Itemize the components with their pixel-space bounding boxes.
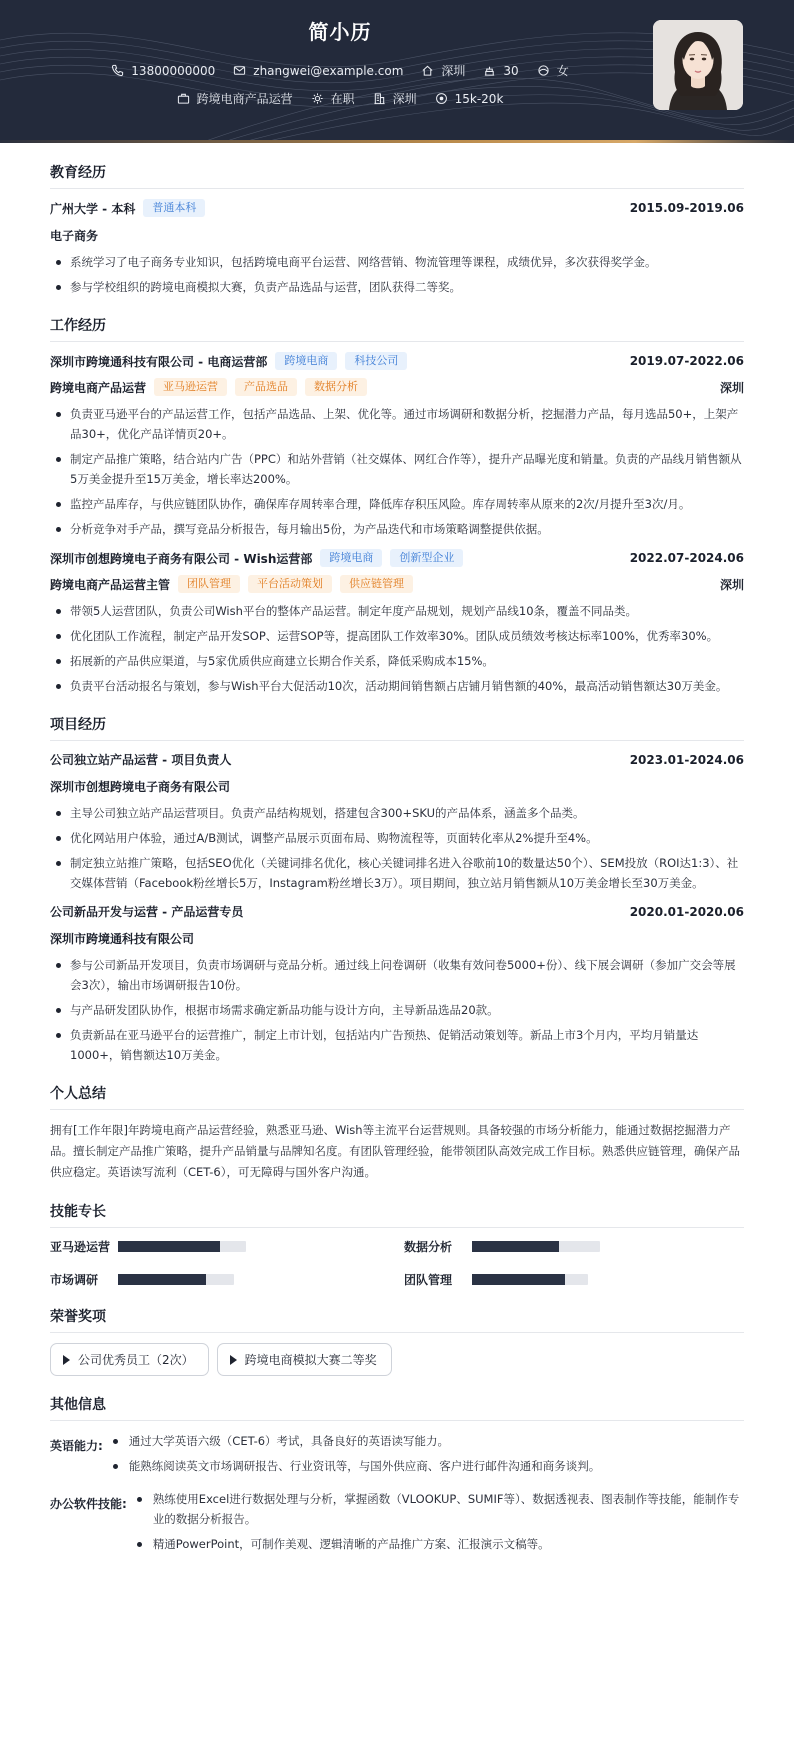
school-name: 广州大学 - 本科 [50, 201, 136, 216]
education-bullets [50, 252, 744, 297]
education-headline [50, 199, 744, 217]
intent-salary [435, 90, 504, 107]
status-text: 在职 [330, 92, 355, 106]
project-headline [50, 751, 744, 768]
list-item: 负责亚马逊平台的产品运营工作，包括产品选品、上架、优化等。通过市场调研和数据分析，挖掘潜力产品，每月选品50+，上架产品30+，优化产品详情页20+。 [50, 404, 744, 444]
intent-status [311, 90, 355, 107]
phone-text: 13800000000 [131, 63, 216, 78]
profile-photo [653, 20, 743, 110]
skill-bar-fill [118, 1274, 206, 1285]
candidate-name: 简小历 [308, 20, 372, 44]
awards-title: 荣誉奖项 [50, 1306, 744, 1333]
list-item: 系统学习了电子商务专业知识，包括跨境电商平台运营、网络营销、物流管理等课程，成绩优异，多次获得奖学金。 [50, 252, 744, 272]
skill-name: 数据分析 [404, 1240, 453, 1254]
work-date: 2019.07-2022.06 [629, 354, 744, 368]
work-date: 2022.07-2024.06 [629, 551, 744, 565]
work-section [50, 315, 744, 696]
education-tag: 普通本科 [143, 199, 205, 217]
company-name: 深圳市跨境通科技有限公司 - 电商运营部 [50, 354, 268, 369]
intent-position [177, 90, 293, 107]
role-tag: 平台活动策划 [248, 575, 332, 593]
contact-row [0, 62, 680, 79]
skill-bar [472, 1274, 588, 1285]
project-date: 2023.01-2024.06 [629, 752, 744, 767]
resume-body [0, 143, 794, 1559]
work-bullets [50, 404, 744, 539]
job-intent-row [0, 90, 680, 107]
major-name: 电子商务 [50, 229, 99, 243]
intent-city [373, 90, 417, 107]
work-role-line [50, 575, 744, 593]
skill-bar-fill [472, 1274, 565, 1285]
projects-section [50, 714, 744, 1065]
skills-grid [50, 1238, 744, 1288]
mail-icon [233, 64, 246, 77]
work-entry-1 [50, 352, 744, 539]
role-tag: 产品选品 [235, 378, 297, 396]
project-date: 2020.01-2020.06 [629, 904, 744, 919]
location-text: 深圳 [441, 64, 466, 78]
list-item: 通过大学英语六级（CET-6）考试，具备良好的英语读写能力。 [103, 1431, 744, 1451]
role-tag: 团队管理 [178, 575, 240, 593]
award-label: 公司优秀员工（2次） [78, 1353, 194, 1367]
age-text: 30 [503, 63, 519, 78]
skill-name: 亚马逊运营 [50, 1240, 111, 1254]
education-title: 教育经历 [50, 162, 744, 189]
skills-title: 技能专长 [50, 1201, 744, 1228]
list-item: 监控产品库存，与供应链团队协作，确保库存周转率合理，降低库存积压风险。库存周转率从原来的2次/月提升至3次/月。 [50, 494, 744, 514]
resume-header [0, 0, 794, 143]
play-triangle-icon [63, 1355, 70, 1365]
list-item: 与产品研发团队协作，根据市场需求确定新品功能与设计方向，主导新品选品20款。 [50, 1000, 744, 1020]
skills-section [50, 1201, 744, 1288]
contact-email [233, 62, 403, 79]
project-org: 深圳市跨境通科技有限公司 [50, 932, 195, 946]
skill-item [50, 1238, 390, 1255]
contact-location [421, 62, 465, 79]
skill-item [50, 1271, 390, 1288]
summary-section [50, 1083, 744, 1183]
skill-bar-fill [472, 1241, 559, 1252]
role-tag: 亚马逊运营 [154, 378, 227, 396]
list-item: 能熟练阅读英文市场调研报告、行业资讯等，与国外供应商、客户进行邮件沟通和商务谈判。 [103, 1456, 744, 1476]
skill-item [404, 1271, 744, 1288]
work-entry-left [50, 352, 407, 370]
phone-icon [111, 64, 124, 77]
other-label: 英语能力: [50, 1439, 103, 1453]
education-left [50, 199, 205, 217]
work-entry-headline [50, 549, 744, 567]
list-item: 分析竞争对手产品，撰写竞品分析报告，每月输出5份，为产品迭代和市场策略调整提供依据。 [50, 519, 744, 539]
award-label: 跨境电商模拟大赛二等奖 [244, 1353, 377, 1367]
project-headline [50, 903, 744, 920]
awards-list [50, 1343, 744, 1376]
list-item: 制定产品推广策略，结合站内广告（PPC）和站外营销（社交媒体、网红合作等），提升产品曝光度和销量。负责的产品线月销售额从5万美金提升至15万美金，增长率达200%。 [50, 449, 744, 489]
work-entry-2 [50, 549, 744, 696]
project-entry-2 [50, 903, 744, 1065]
list-item: 负责新品在亚马逊平台的运营推广，制定上市计划，包括站内广告预热、促销活动策划等。新品上市3个月内，平均月销量达1000+，销售额达10万美金。 [50, 1025, 744, 1065]
list-item: 熟练使用Excel进行数据处理与分析，掌握函数（VLOOKUP、SUMIF等）、数据透视表、图表制作等技能，能制作专业的数据分析报告。 [127, 1489, 744, 1529]
work-city: 深圳 [719, 577, 744, 592]
work-entry-left [50, 549, 463, 567]
gender-icon [537, 64, 550, 77]
header-accent-line [0, 140, 794, 143]
role-name: 跨境电商产品运营主管 [50, 577, 171, 592]
company-tag: 跨境电商 [275, 352, 337, 370]
work-entry-headline [50, 352, 744, 370]
education-date: 2015.09-2019.06 [629, 201, 744, 215]
skill-bar [472, 1241, 600, 1252]
work-role-left [50, 378, 367, 396]
contact-age [483, 62, 518, 79]
avatar-portrait [653, 20, 743, 110]
contact-phone [111, 62, 215, 79]
work-city: 深圳 [719, 380, 744, 395]
email-text: zhangwei@example.com [253, 63, 404, 78]
work-role-line [50, 378, 744, 396]
project-bullets [50, 803, 744, 893]
gender-text: 女 [556, 64, 569, 78]
skill-item [404, 1238, 744, 1255]
role-name: 跨境电商产品运营 [50, 380, 147, 395]
role-tag: 供应链管理 [340, 575, 413, 593]
education-section [50, 162, 744, 297]
awards-section [50, 1306, 744, 1376]
other-office [50, 1489, 744, 1559]
work-bullets [50, 601, 744, 696]
project-org: 深圳市创想跨境电子商务有限公司 [50, 780, 231, 794]
project-name: 公司新品开发与运营 - 产品运营专员 [50, 905, 244, 919]
work-title: 工作经历 [50, 315, 744, 342]
job-icon [177, 92, 190, 105]
skill-bar-fill [118, 1241, 220, 1252]
other-bullets [103, 1431, 744, 1481]
skill-name: 市场调研 [50, 1273, 99, 1287]
list-item: 优化网站用户体验，通过A/B测试，调整产品展示页面布局、购物流程等，页面转化率从2%提升至4%。 [50, 828, 744, 848]
list-item: 参与公司新品开发项目，负责市场调研与竞品分析。通过线上问卷调研（收集有效问卷5000+份）、线下展会调研（参加广交会等展会3次），输出市场调研报告10份。 [50, 955, 744, 995]
skill-bar [118, 1274, 234, 1285]
role-tag: 数据分析 [305, 378, 367, 396]
projects-title: 项目经历 [50, 714, 744, 741]
city-icon [373, 92, 386, 105]
home-icon [421, 64, 434, 77]
other-english [50, 1431, 744, 1481]
list-item: 负责平台活动报名与策划，参与Wish平台大促活动10次，活动期间销售额占店铺月销售额的40%，最高活动销售额达30万美金。 [50, 676, 744, 696]
age-icon [483, 64, 496, 77]
summary-text: 拥有[工作年限]年跨境电商产品运营经验，熟悉亚马逊、Wish等主流平台运营规则。具备较强的市场分析能力，能通过数据挖掘潜力产品。擅长制定产品推广策略，提升产品销量与品牌知名度。有团队管理经验，能带领团队高效完成工作目标。熟悉供应链管理，确保产品供应稳定。英语读写流利（CET-6），可无障碍与国外客户沟通。 [50, 1123, 740, 1179]
list-item: 拓展新的产品供应渠道，与5家优质供应商建立长期合作关系，降低采购成本15%。 [50, 651, 744, 671]
skill-name: 团队管理 [404, 1273, 453, 1287]
list-item: 带领5人运营团队，负责公司Wish平台的整体产品运营。制定年度产品规划，规划产品线10条，覆盖不同品类。 [50, 601, 744, 621]
other-section [50, 1394, 744, 1559]
skill-bar [118, 1241, 246, 1252]
list-item: 主导公司独立站产品运营项目。负责产品结构规划，搭建包含300+SKU的产品体系，涵盖多个品类。 [50, 803, 744, 823]
list-item: 参与学校组织的跨境电商模拟大赛，负责产品选品与运营，团队获得二等奖。 [50, 277, 744, 297]
list-item: 制定独立站推广策略，包括SEO优化（关键词排名优化，核心关键词排名进入谷歌前10的数量达50个）、SEM投放（ROI达1:3）、社交媒体营销（Facebook粉丝增长5万，Instagram粉丝增长3万）。项目期间，独立站月销售额从10万美金增长至30万美金。 [50, 853, 744, 893]
city-text: 深圳 [392, 92, 417, 106]
salary-text: 15k-20k [454, 91, 504, 106]
project-bullets [50, 955, 744, 1065]
list-item: 精通PowerPoint，可制作美观、逻辑清晰的产品推广方案、汇报演示文稿等。 [127, 1534, 744, 1554]
company-name: 深圳市创想跨境电子商务有限公司 - Wish运营部 [50, 551, 313, 566]
other-bullets [127, 1489, 744, 1559]
summary-title: 个人总结 [50, 1083, 744, 1110]
work-role-left [50, 575, 413, 593]
other-title: 其他信息 [50, 1394, 744, 1421]
other-label: 办公软件技能: [50, 1497, 127, 1511]
company-tag: 创新型企业 [390, 549, 463, 567]
award-item [217, 1343, 392, 1376]
list-item: 优化团队工作流程，制定产品开发SOP、运营SOP等，提高团队工作效率30%。团队成员绩效考核达标率100%，优秀率30%。 [50, 626, 744, 646]
project-name: 公司独立站产品运营 - 项目负责人 [50, 753, 232, 767]
project-entry-1 [50, 751, 744, 893]
contact-gender [537, 62, 569, 79]
company-tag: 科技公司 [345, 352, 407, 370]
position-text: 跨境电商产品运营 [196, 92, 293, 106]
salary-icon [435, 92, 448, 105]
company-tag: 跨境电商 [320, 549, 382, 567]
award-item [50, 1343, 209, 1376]
status-icon [311, 92, 324, 105]
play-triangle-icon [230, 1355, 237, 1365]
